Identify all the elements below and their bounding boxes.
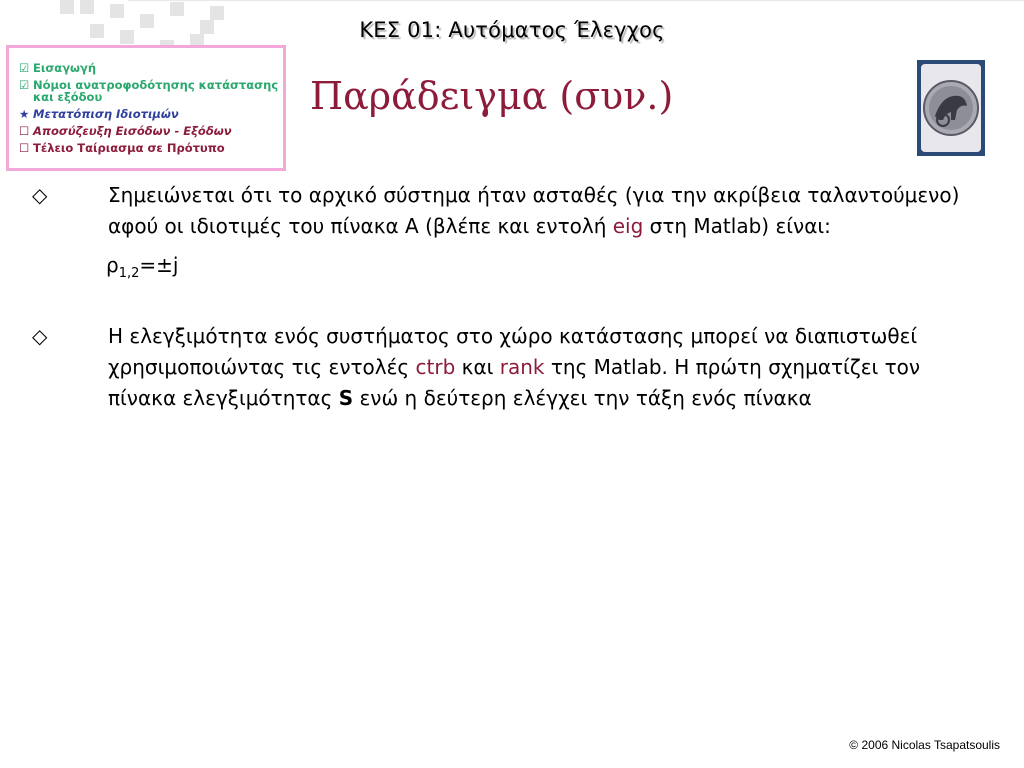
matlab-keyword-eig: eig [612, 214, 644, 238]
formula-subscript: 1,2 [118, 266, 140, 281]
toc-item-label: Εισαγωγή [33, 61, 97, 75]
checkbox-empty-icon: ☐ [19, 141, 30, 155]
matlab-keyword-rank: rank [499, 355, 545, 379]
toc-item-label: Μετατόπιση Ιδιοτιμών [33, 107, 179, 121]
text-run: της Matlab. Η πρώτη σχηματίζει τον πίνακα ελεγξιμότητας [108, 355, 921, 410]
coin-illustration [921, 64, 981, 152]
star-icon: ★ [19, 107, 30, 121]
toc-item-label-continued: και εξόδου [33, 90, 103, 104]
toc-item-label: Τέλειο Ταίριασμα σε Πρότυπο [33, 141, 225, 155]
toc-item-decoupling[interactable] [19, 123, 283, 140]
bullet-item [30, 180, 1010, 242]
checkbox-empty-icon: ☐ [19, 124, 30, 138]
coin-image [917, 60, 985, 156]
slide-content [30, 180, 1010, 422]
bullet-item [30, 321, 1010, 414]
text-run: και [455, 355, 500, 379]
slide-title: Παράδειγμα (συν.) [310, 74, 674, 118]
toc-item-label: Νόμοι ανατροφοδότησης κατάστασης [33, 78, 279, 92]
text-run: Η ελεγξιμότητα ενός συστήματος στο χώρο κατάστασης μπορεί να διαπιστωθεί χρησιμοποιώντας τις εντολές [108, 324, 918, 379]
matrix-symbol-s: S [338, 386, 354, 410]
text-run: στη Matlab) είναι: [643, 214, 831, 238]
table-of-contents [6, 45, 286, 171]
checkbox-checked-icon: ☑ [19, 78, 30, 92]
eigenvalue-formula [30, 250, 1010, 289]
diamond-bullet-icon: ◇ [32, 183, 48, 207]
text-run: ενώ η δεύτερη ελέγχει την τάξη ενός πίνακα [353, 386, 812, 410]
toc-item-intro[interactable] [19, 60, 283, 77]
checkbox-checked-icon: ☑ [19, 61, 30, 75]
course-title: ΚΕΣ 01: Αυτόματος Έλεγχος [359, 18, 665, 42]
formula-rest: =±j [139, 253, 179, 277]
toc-item-label: Αποσύζευξη Εισόδων - Εξόδων [33, 124, 232, 138]
text-run: Σημειώνεται ότι το αρχικό σύστημα ήταν ασταθές (για την ακρίβεια ταλαντούμενο) αφού οι ιδιοτιμές του πίνακα Α (βλέπε και εντολή [108, 183, 960, 238]
bullet-text [108, 180, 978, 242]
diamond-bullet-icon: ◇ [32, 324, 48, 348]
formula-base: ρ [106, 253, 119, 277]
matlab-keyword-ctrb: ctrb [415, 355, 456, 379]
toc-item-eigenvalue-shift[interactable] [19, 106, 283, 123]
copyright-footer: © 2006 Nicolas Tsapatsoulis [849, 738, 1000, 752]
toc-item-model-matching[interactable] [19, 140, 283, 157]
bullet-text [108, 321, 978, 414]
